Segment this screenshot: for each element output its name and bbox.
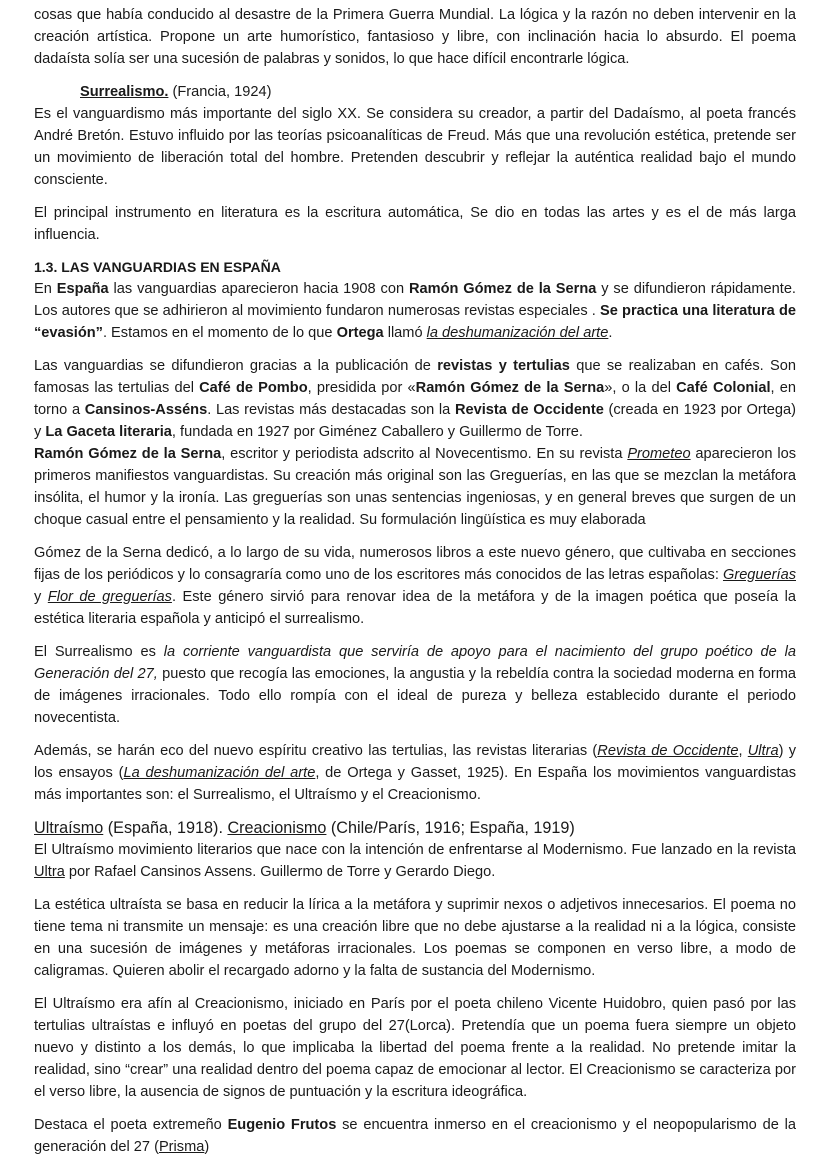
text-run: se encuentra inmerso en el creacionismo y el neopopularismo de la generación del 27 ( xyxy=(34,1117,796,1155)
ultraismo-paragraph-3: El Ultraísmo era afín al Creacionismo, iniciado en París por el poeta chileno Vicente Huidobro, quien pasó por las tertulias ultraístas e influyó en poetas del grupo del 27(Lorca). Pretendía que un poema fuera siempre un objeto nuevo y distinto a los demás, lo que implicaba la libertad del poema frente a la realidad. No pretende imitar la realidad, sino “crear” una realidad dentro del poema capaz de emocionar al lector. El Creacionismo se caracteriza por el verso libre, la ausencia de signos de puntuación y la escritura ideográfica. xyxy=(34,996,796,1100)
text-run: Las vanguardias se difundieron gracias a la publicación de xyxy=(34,358,438,374)
text-run: las vanguardias aparecieron hacia 1908 con xyxy=(108,281,409,297)
bold-run: Cansinos-Asséns xyxy=(84,402,208,418)
italic-underline-run: Ultra xyxy=(747,743,779,759)
text-run: El Ultraísmo movimiento literarios que nace con la intención de enfrentarse al Modernismo. Fue lanzado en la revista xyxy=(34,842,796,858)
text-run: , en torno a xyxy=(34,380,797,418)
text-run: , fundada en 1927 por Giménez Caballero y Guillermo de Torre. xyxy=(171,424,583,440)
bold-run: Eugenio Frutos xyxy=(227,1117,337,1133)
bold-run: Café de Pombo xyxy=(199,380,308,396)
bold-run: revistas y tertulias xyxy=(437,358,570,374)
surrealismo-paragraph-2: El principal instrumento en literatura es la escritura automática, Se dio en todas las artes y es el de más larga influencia. xyxy=(34,205,796,243)
section-heading: 1.3. LAS VANGUARDIAS EN ESPAÑA xyxy=(34,259,281,275)
text-run: y xyxy=(34,589,48,605)
text-run: puesto que recogía las emociones, la angustia y la rebeldía contra la sociedad moderna en forma de imágenes irracionales. Todo ello rompía con el ideal de pureza y belleza establecido durante el periodo novecentista. xyxy=(34,666,796,726)
text-run: Además, se harán eco del nuevo espíritu creativo las tertulias, las revistas literarias ( xyxy=(34,743,598,759)
text-run: . Este género sirvió para renovar idea de la metáfora y de la imagen poética que poseía la estética literaria española y anticipó el surrealismo. xyxy=(34,589,796,627)
ultraismo-paragraph-2: La estética ultraísta se basa en reducir la lírica a la metáfora y suprimir nexos o adjetivos innecesarios. El poema no tiene tema ni transmite un mensaje: es una creación libre que no debe ajustarse a la realidad ni a la lógica, consiste en una sucesión de imágenes y metáforas irracionales. Los poemas se componen en verso libre, a modo de caligramas. Quieren abolir el recargado adorno y la falta de sustancia del Modernismo. xyxy=(34,897,796,979)
text-run: En xyxy=(34,281,57,297)
text-run: , escritor y periodista adscrito al Novecentismo. En su revista xyxy=(221,446,628,462)
dada-paragraph: cosas que había conducido al desastre de la Primera Guerra Mundial. La lógica y la razón no deben intervenir en la creación artística. Propone un arte humorístico, fantasioso y libre, con inclinación hacia lo absurdo. El poema dadaísta solía ser una sucesión de palabras y sonidos, lo que hace difícil encontrarle lógica. xyxy=(34,7,796,67)
text-run: Destaca el poeta extremeño xyxy=(34,1117,228,1133)
surrealismo-title: Surrealismo. xyxy=(80,84,169,100)
italic-underline-run: Prometeo xyxy=(627,446,691,462)
creacionismo-title: Creacionismo xyxy=(227,819,327,837)
text-run: que se realizaban en cafés. Son famosas las tertulias del xyxy=(34,358,796,396)
text-run: Gómez de la Serna dedicó, a lo largo de su vida, numerosos libros a este nuevo género, que cultivaba en secciones fijas de los periódicos y lo consagraría como uno de los escritores más conocidos de las letras españolas: xyxy=(34,545,796,583)
bold-run: Ramón Gómez de la Serna xyxy=(34,446,222,462)
section-paragraph-6 xyxy=(34,740,796,806)
surrealismo-origin: (Francia, 1924) xyxy=(168,84,272,100)
italic-underline-run: la deshumanización del arte xyxy=(426,325,609,341)
section-paragraph-5 xyxy=(34,641,796,729)
text-run: aparecieron los primeros manifiestos vanguardistas. Su creación más original son las Greguerías, en las que se mezclan la metáfora insólita, el humor y la ironía. Las greguerías son unas sentencias ingeniosas, y en general breves que surgen de un choque casual entre el pensamiento y la realidad. Su formulación lingüística es muy elaborada xyxy=(34,446,796,528)
section-paragraph-1 xyxy=(34,278,796,344)
bold-run: Café Colonial xyxy=(676,380,771,396)
italic-underline-run: Revista de Occidente xyxy=(597,743,739,759)
section-paragraph-3 xyxy=(34,443,796,531)
ultraismo-origin: (España, 1918). xyxy=(103,819,228,837)
text-run: . Las revistas más destacadas son la xyxy=(207,402,455,418)
text-run: , xyxy=(738,743,748,759)
bold-run: Ortega xyxy=(336,325,384,341)
text-run: por Rafael Cansinos Assens. Guillermo de Torre y Gerardo Diego. xyxy=(64,864,496,880)
underline-run: Ultra xyxy=(34,864,65,880)
underline-run: Prisma xyxy=(158,1139,205,1155)
ultraismo-paragraph-4 xyxy=(34,1114,796,1158)
bold-run: Revista de Occidente xyxy=(454,402,604,418)
italic-underline-run: Flor de greguerías xyxy=(47,589,172,605)
bold-run: Ramón Gómez de la Serna xyxy=(415,380,605,396)
text-run: , de Ortega y Gasset, 1925). En España los movimientos vanguardistas más importantes son: el Surrealismo, el Ultraísmo y el Creacionismo. xyxy=(34,765,796,803)
italic-underline-run: Greguerías xyxy=(722,567,796,583)
text-run: . Estamos en el momento de lo que xyxy=(102,325,337,341)
text-run: y se difundieron rápidamente. Los autores que se adhirieron al movimiento fundaron numerosas revistas especiales . xyxy=(34,281,796,319)
text-run: llamó xyxy=(383,325,427,341)
text-run: (creada en 1923 por Ortega) y xyxy=(34,402,796,440)
italic-run: la corriente vanguardista que serviría de apoyo para el nacimiento del grupo poético de la Generación del 27, xyxy=(34,644,796,682)
text-run: , presidida por « xyxy=(307,380,416,396)
section-paragraph-2 xyxy=(34,355,796,443)
text-run: ) xyxy=(204,1139,210,1155)
bold-run: Ramón Gómez de la Serna xyxy=(408,281,597,297)
text-run: », o la del xyxy=(604,380,677,396)
ultraismo-heading xyxy=(34,817,796,839)
text-run: ) y los ensayos ( xyxy=(34,743,797,781)
ultraismo-title: Ultraísmo xyxy=(34,819,104,837)
bold-run: España xyxy=(56,281,109,297)
text-run: . xyxy=(608,325,613,341)
text-run: El Surrealismo es xyxy=(34,644,164,660)
bold-run: Se practica una literatura de “evasión” xyxy=(34,303,796,341)
bold-run: La Gaceta literaria xyxy=(45,424,172,440)
section-paragraph-4 xyxy=(34,542,796,630)
ultraismo-paragraph-1 xyxy=(34,839,796,883)
surrealismo-heading xyxy=(34,81,796,103)
italic-underline-run: La deshumanización del arte xyxy=(123,765,316,781)
creacionismo-origin: (Chile/París, 1916; España, 1919) xyxy=(326,819,575,837)
surrealismo-paragraph-1: Es el vanguardismo más importante del siglo XX. Se considera su creador, a partir del Dadaísmo, al poeta francés André Bretón. Estuvo influido por las teorías psicoanalíticas de Freud. Más que una revolución estética, pretende ser un movimiento de liberación total del hombre. Pretenden descubrir y reflejar la auténtica realidad bajo el mundo consciente. xyxy=(34,106,796,188)
